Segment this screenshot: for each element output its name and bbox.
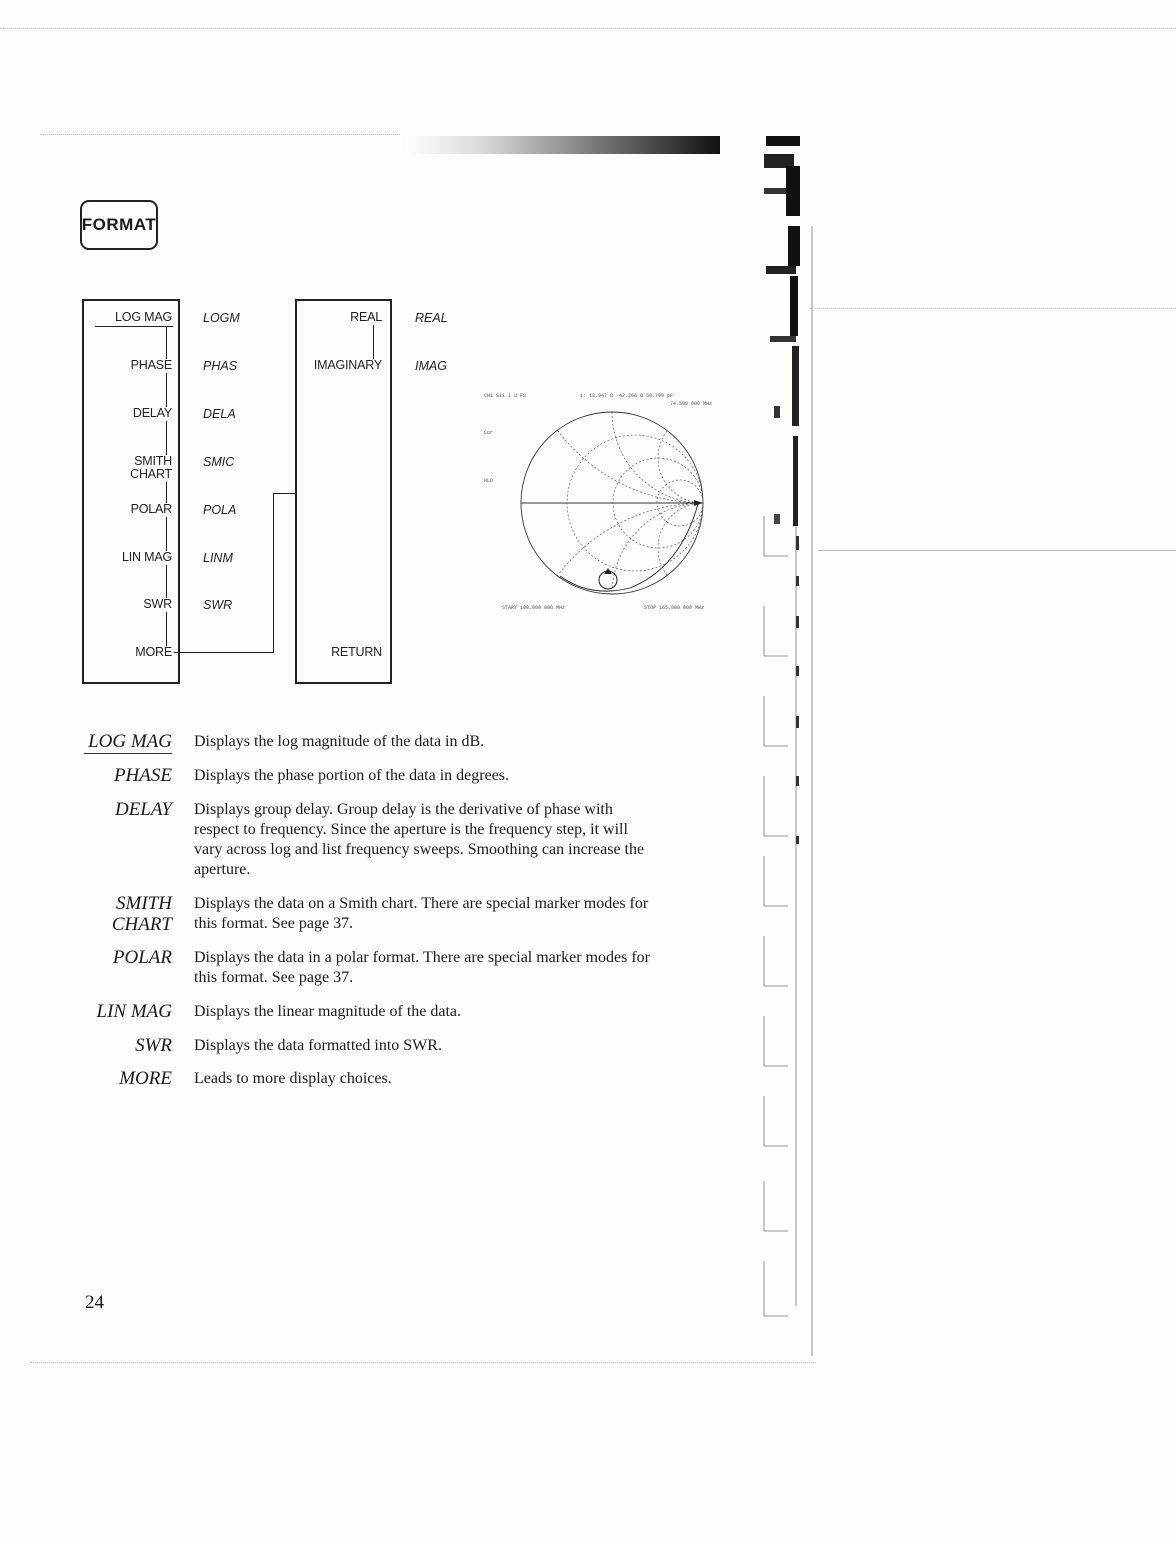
smith-label-hld: HLD bbox=[484, 478, 494, 484]
mnemonic-imag: IMAG bbox=[415, 359, 447, 373]
term-swr: SWR bbox=[135, 1035, 172, 1056]
header-band bbox=[406, 136, 720, 154]
softkey-smith-chart: SMITH CHART bbox=[130, 454, 172, 481]
connector bbox=[166, 482, 167, 503]
desc-polar: Displays the data in a polar format. There are special marker modes for this format. See page 37. bbox=[194, 949, 650, 986]
tab-outline bbox=[764, 776, 788, 836]
softkey-lin-mag: LIN MAG bbox=[122, 550, 172, 564]
tab-outline bbox=[764, 696, 788, 746]
mnemonic-real: REAL bbox=[415, 311, 448, 325]
connector bbox=[166, 326, 167, 359]
tab-block bbox=[774, 514, 780, 524]
tab-block bbox=[770, 336, 796, 342]
scan-line bbox=[40, 134, 400, 135]
format-hardkey: FORMAT bbox=[80, 200, 158, 250]
softkey-phase: PHASE bbox=[130, 358, 172, 372]
tab-block bbox=[766, 266, 796, 274]
smith-x-arc bbox=[521, 503, 750, 620]
term-lin-mag: LIN MAG bbox=[96, 1001, 172, 1022]
smith-trace bbox=[560, 504, 698, 591]
scan-line bbox=[810, 308, 1176, 309]
term-more: MORE bbox=[119, 1068, 172, 1089]
softkey-swr: SWR bbox=[143, 597, 172, 611]
smith-start: START 100.000 000 MHz bbox=[502, 605, 566, 611]
tab-mark bbox=[796, 776, 799, 786]
term-polar: POLAR bbox=[112, 947, 172, 968]
more-connector bbox=[273, 493, 295, 494]
tab-block bbox=[764, 188, 786, 194]
mnemonic-logm: LOGM bbox=[203, 311, 240, 325]
mnemonic-smic: SMIC bbox=[203, 455, 235, 469]
tab-outline bbox=[764, 1016, 788, 1066]
smith-x-arc bbox=[658, 503, 748, 593]
connector bbox=[166, 612, 167, 646]
term-smith-chart: SMITH CHART bbox=[111, 893, 172, 935]
mnemonic-pola: POLA bbox=[203, 503, 237, 517]
desc-lin-mag: Displays the linear magnitude of the data. bbox=[194, 1003, 462, 1020]
connector bbox=[373, 325, 374, 359]
term-delay: DELAY bbox=[114, 799, 172, 820]
tab-mark bbox=[796, 536, 799, 550]
tab-mark bbox=[796, 616, 799, 628]
tab-block bbox=[764, 154, 794, 168]
scan-line bbox=[0, 28, 1176, 29]
tab-outline bbox=[764, 1096, 788, 1146]
tab-outline bbox=[764, 1181, 788, 1231]
tab-mark bbox=[796, 576, 799, 586]
smith-chart-display bbox=[480, 388, 750, 620]
tab-block bbox=[786, 166, 800, 216]
smith-x-arc bbox=[521, 388, 750, 503]
more-connector bbox=[174, 652, 274, 653]
softkey-menu-more bbox=[295, 299, 392, 684]
softkey-polar: POLAR bbox=[130, 502, 172, 516]
smith-x-arc bbox=[612, 503, 750, 620]
smith-x-arc bbox=[658, 413, 748, 503]
connector bbox=[166, 421, 167, 455]
desc-delay: Displays group delay. Group delay is the derivative of phase with respect to frequency. Since the aperture is the frequency step, it will vary across log and list frequency sweeps. Smoothing can increase the aperture. bbox=[194, 801, 645, 878]
tab-outline bbox=[764, 856, 788, 906]
tab-outline bbox=[764, 606, 788, 656]
softkey-delay: DELAY bbox=[132, 406, 172, 420]
underline bbox=[95, 326, 173, 327]
tab-block bbox=[793, 436, 798, 526]
smith-header-left: CH1 S11 1 U FS bbox=[484, 393, 527, 399]
term-log-mag: LOG MAG bbox=[88, 731, 172, 752]
scan-line bbox=[818, 550, 1176, 551]
smith-x-arc bbox=[612, 388, 750, 503]
tab-block bbox=[774, 406, 780, 418]
smith-header-marker: 1: 13.947 Ω -42.266 Ω 50.799 pF bbox=[580, 393, 674, 399]
smith-stop: STOP 165.000 000 MHz bbox=[644, 605, 705, 611]
tab-block bbox=[792, 346, 799, 426]
mnemonic-swr: SWR bbox=[203, 598, 233, 612]
softkey-return: RETURN bbox=[331, 645, 382, 659]
thumb-tabs-edge bbox=[760, 136, 816, 1366]
term-phase: PHASE bbox=[113, 765, 172, 786]
mnemonic-phas: PHAS bbox=[203, 359, 238, 373]
smith-chart-graphic bbox=[480, 388, 750, 620]
connector bbox=[166, 373, 167, 407]
mnemonic-dela: DELA bbox=[203, 407, 236, 421]
connector bbox=[166, 517, 167, 551]
tab-outline bbox=[764, 936, 788, 986]
mnemonic-linm: LINM bbox=[203, 551, 233, 565]
tab-mark bbox=[796, 666, 799, 676]
smith-reference-arrow bbox=[694, 500, 703, 506]
tab-block bbox=[790, 276, 798, 336]
term-underline bbox=[84, 753, 172, 754]
tab-mark bbox=[796, 836, 799, 844]
smith-header-freq: 74.500 000 MHz bbox=[670, 401, 713, 407]
connector bbox=[166, 565, 167, 598]
desc-swr: Displays the data formatted into SWR. bbox=[194, 1037, 442, 1054]
softkey-log-mag: LOG MAG bbox=[115, 310, 172, 324]
tab-outline bbox=[764, 1261, 788, 1316]
desc-more: Leads to more display choices. bbox=[194, 1070, 392, 1087]
softkey-imaginary: IMAGINARY bbox=[313, 358, 382, 372]
scan-line bbox=[30, 1362, 816, 1363]
page-number: 24 bbox=[85, 1292, 104, 1313]
desc-phase: Displays the phase portion of the data in degrees. bbox=[194, 767, 510, 784]
tab-block bbox=[766, 136, 800, 146]
softkey-real: REAL bbox=[350, 310, 382, 324]
softkey-more: MORE bbox=[135, 645, 172, 659]
desc-log-mag: Displays the log magnitude of the data in dB. bbox=[194, 733, 485, 750]
more-connector bbox=[273, 493, 274, 653]
desc-smith-chart: Displays the data on a Smith chart. There are special marker modes for this format. See page 37. bbox=[194, 895, 649, 932]
tab-block bbox=[788, 226, 800, 266]
tab-mark bbox=[796, 716, 799, 728]
smith-label-cor: Cor bbox=[484, 430, 494, 436]
